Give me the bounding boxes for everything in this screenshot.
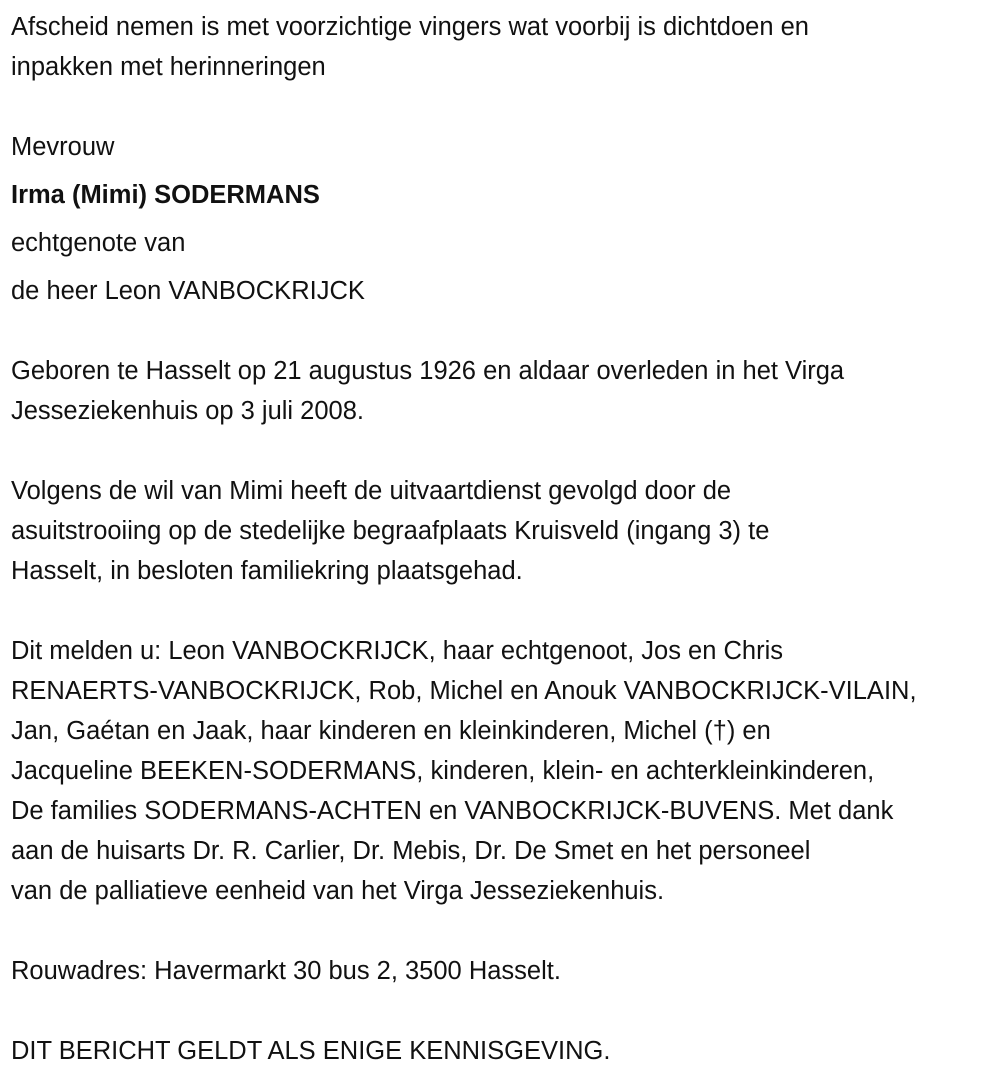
text-line: Dit melden u: Leon VANBOCKRIJCK, haar echtgenoot, Jos en Chris [11,637,783,665]
text-line: De families SODERMANS-ACHTEN en VANBOCKRIJCK-BUVENS. Met dank [11,797,894,825]
text-line: Jan, Gaétan en Jaak, haar kinderen en kleinkinderen, Michel (†) en [11,717,771,745]
intro-quote [11,7,996,87]
text-line: Jacqueline BEEKEN-SODERMANS, kinderen, klein- en achterkleinkinderen, [11,757,875,785]
text-line: Jesseziekenhuis op 3 juli 2008. [11,397,364,425]
text-line: aan de huisarts Dr. R. Carlier, Dr. Mebis, Dr. De Smet en het personeel [11,837,811,865]
text-line: Afscheid nemen is met voorzichtige vingers wat voorbij is dichtdoen en [11,13,809,41]
announcers-paragraph [11,631,996,911]
birth-death-paragraph [11,351,996,431]
text-line: asuitstrooiing op de stedelijke begraafplaats Kruisveld (ingang 3) te [11,517,770,545]
funeral-paragraph [11,471,996,591]
honorific: Mevrouw [11,133,115,161]
text-line: Volgens de wil van Mimi heeft de uitvaartdienst gevolgd door de [11,477,732,505]
spouse-name: de heer Leon VANBOCKRIJCK [11,277,365,305]
deceased-name: Irma (Mimi) SODERMANS [11,181,320,209]
text-line: Hasselt, in besloten familiekring plaatsgehad. [11,557,523,585]
mourning-address: Rouwadres: Havermarkt 30 bus 2, 3500 Hasselt. [11,957,561,985]
text-line: Geboren te Hasselt op 21 augustus 1926 en aldaar overleden in het Virga [11,357,845,385]
relation: echtgenote van [11,229,186,257]
text-line: van de palliatieve eenheid van het Virga Jesseziekenhuis. [11,877,665,905]
text-line: RENAERTS-VANBOCKRIJCK, Rob, Michel en Anouk VANBOCKRIJCK-VILAIN, [11,677,917,705]
death-notice [11,7,996,1071]
text-line: inpakken met herinneringen [11,53,326,81]
notice-statement: DIT BERICHT GELDT ALS ENIGE KENNISGEVING. [11,1037,611,1065]
